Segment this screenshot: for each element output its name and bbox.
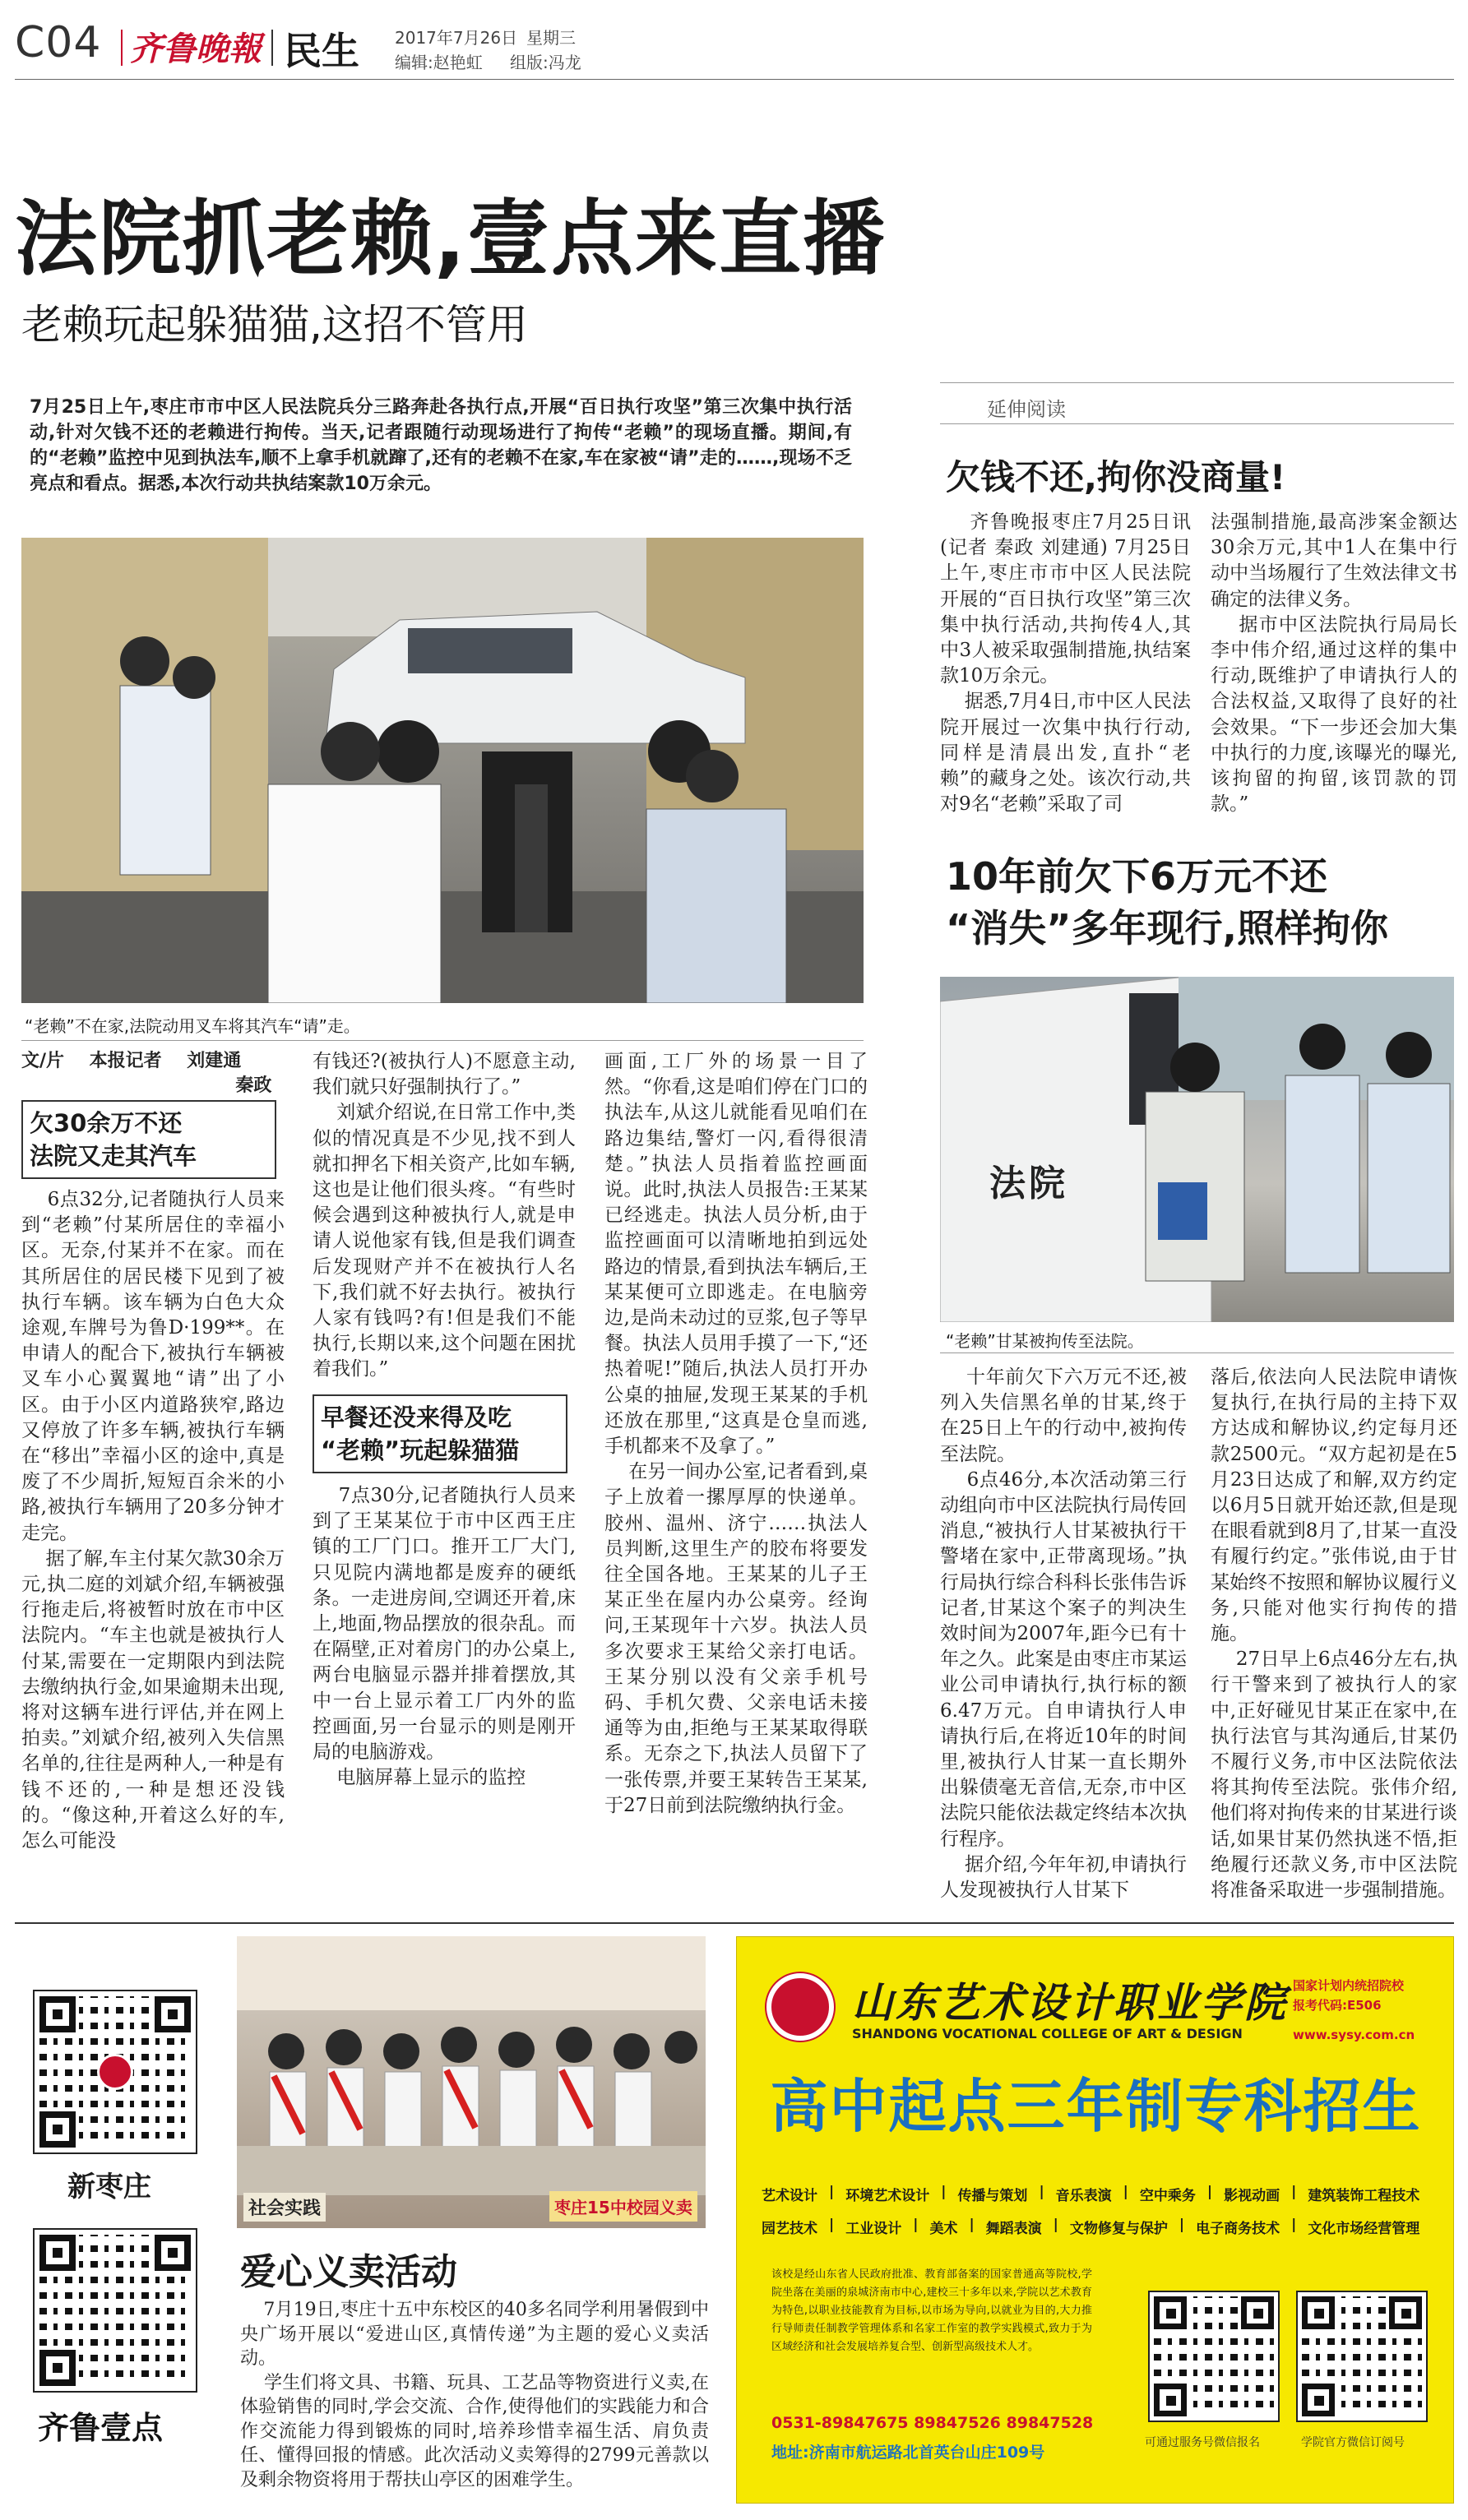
story2-col-a: 十年前欠下六万元不还,被列入失信黑名单的甘某,终于在25日上午的行动中,被拘传至法院。 6点46分,本次活动第三行动组向市中区法院执行局传回消息,“被执行人甘某被执行干警堵在家中,正带离现场。”执行局执行综合科科长张伟告诉记者,甘某这个案子的判决生效时间为2007年,距今已有十年之久。此案是由枣庄市某运业公司申请执行,执行标的额6.47万元。自申请执行人申请执行后,在将近10年的时间里,被执行人甘某一直长期外出躲债毫无音信,无奈,市中区法院只能依法裁定终结本次执行程序。 据介绍,今年年初,申请执行人发现被执行人甘某下 — [940, 1366, 1187, 1902]
section-title: 民生 — [284, 29, 359, 73]
major-item: 影视动画 — [1224, 2188, 1280, 2204]
editor-credit: 编辑:赵艳虹 — [395, 53, 483, 72]
major-item: 建筑装饰工程技术 — [1308, 2188, 1420, 2204]
story2-col-b: 落后,依法向人民法院申请恢复执行,在执行局的主持下双方达成和解协议,约定每月还款2500元。“双方起初是在5月23日达成了和解,双方约定以6月5日就开始还款,但是现在眼看就到8月了,甘某一直没有履行约定。”张伟说,由于甘某始终不按照和解协议履行义务,只能对他实行拘传的措施。 27日早上6点46分左右,执行干警来到了被执行人的家中,正好碰见甘某正在家中,在执行法官与其沟通后,甘某仍不履行义务,市中区法院依法将其拘传至法院。张伟介绍,他们将对拘传来的甘某进行谈话,如果甘某仍然执迷不悟,拒绝履行还款义务,市中区法院将准备采取进一步强制措施。 — [1211, 1366, 1457, 1902]
lead-col3: 画面,工厂外的场景一目了然。“你看,这是咱们停在门口的执法车,从这儿就能看见咱们在路边集结,警灯一闪,看得很清楚。”执法人员指着监控画面说。此时,执法人员报告:王某某已经逃走。执法人员分析,由于监控画面可以清晰地拍到远处路边的情景,看到执法车辆后,王某某便可立即逃走。在电脑旁边,是尚未动过的豆浆,包子等早餐。执法人员用手摸了一下,“还热着呢!”随后,执法人员打开办公桌的抽屉,发现王某某的手机还放在那里,“这真是仓皇而逃,手机都来不及拿了。” 在另一间办公室,记者看到,桌子上放着一摞厚厚的快递单。胶州、温州、济宁……执法人员判断,这里生产的胶布将要发往全国各地。王某某的儿子王某正坐在屋内办公桌旁。经询问,王某现年十六岁。执法人员多次要求王某给父亲打电话。王某分别以没有父亲手机号码、手机欠费、父亲电话未接通等为由,拒绝与王某某取得联系。无奈之下,执法人员留下了一张传票,并要王某转告王某某,于27日前到法院缴纳执行金。 — [604, 1051, 868, 1816]
qr-service-account[interactable] — [1148, 2291, 1280, 2422]
lead-headline: 法院抓老赖,壹点来直播 — [15, 191, 887, 287]
subhead-car-seized: 欠30余万不还 法院又走其汽车 — [21, 1100, 276, 1179]
college-address: 地址:济南市航运路北首英台山庄109号 — [771, 2444, 1045, 2462]
college-emblem-icon — [766, 1973, 834, 2041]
charity-title: 爱心义卖活动 — [240, 2251, 457, 2293]
qr-caption-official: 学院官方微信订阅号 — [1301, 2436, 1405, 2449]
social-practice-banner: 社会实践 — [243, 2193, 326, 2222]
major-item: 艺术设计 — [762, 2188, 817, 2204]
paper-logo: 齐鲁晚報 — [130, 30, 262, 68]
lead-byline: 文/片 本报记者 刘建通 秦政 — [21, 1051, 272, 1096]
sidebar1-col-b: 法强制措施,最高涉案金额达30余万元,其中1人在集中行动中当场履行了生效法律文书确定的法律义务。 据市中区法院执行局局长李中伟介绍,通过这样的集中行动,既维护了申请执行人的合法权益,又取得了良好的社会效果。“下一步还会加大集中执行的力度,该曝光的曝光,该拘留的拘留,该罚款的罚款。” — [1211, 511, 1458, 816]
major-item: 文化市场经营管理 — [1308, 2221, 1420, 2237]
issue-date: 2017年7月26日 — [395, 28, 518, 48]
lead-subheadline: 老赖玩起躲猫猫,这招不管用 — [21, 301, 528, 349]
major-item: 文物修复与保护 — [1069, 2221, 1168, 2237]
college-name-en: SHANDONG VOCATIONAL COLLEGE OF ART & DESIGN — [852, 2026, 1243, 2041]
qr-qilu-yidian[interactable] — [33, 2228, 197, 2393]
lead-col2-bottom: 7点30分,记者随执行人员来到了王某某位于市中区西王庄镇的工厂门口。推开工厂大门,只见院内满地都是废弃的硬纸条。一走进房间,空调还开着,床上,地面,物品摆放的很杂乱。而在隔壁,正对着房门的办公桌上,两台电脑显示器并排着摆放,其中一台上显示着工厂内外的监控画面,另一台显示的则是刚开局的电脑游戏。 电脑屏幕上显示的监控 — [313, 1485, 576, 1789]
majors-row-2: 园艺技术 | 工业设计 | 美术 | 舞蹈表演 | 文物修复与保护 | 电子商务技术 | 文化市场经营管理 — [762, 2217, 1420, 2237]
police-van-scene — [940, 977, 1454, 1322]
major-item: 舞蹈表演 — [985, 2221, 1042, 2237]
story2-caption-rule — [940, 1352, 1454, 1353]
major-item: 电子商务技术 — [1196, 2221, 1280, 2237]
qr-official-account[interactable] — [1296, 2291, 1428, 2422]
majors-row-1: 艺术设计 | 环境艺术设计 | 传播与策划 | 音乐表演 | 空中乘务 | 影视动画 | 建筑装饰工程技术 — [762, 2184, 1420, 2204]
qr-logo-icon — [97, 2054, 133, 2090]
charity-text: 7月19日,枣庄十五中东校区的40多名同学利用暑假到中央广场开展以“爱进山区,真情传递”为主题的爱心义卖活动。 学生们将文具、书籍、玩具、工艺品等物资进行义卖,在体验销售的同时,学会交流、合作,使得他们的实践能力和合作交流能力得到锻炼的同时,培养珍惜幸福生活、肩负责任、懂得回报的情感。此次活动义卖筹得的2799元善款以及剩余物资将用于帮扶山亭区的困难学生。 — [240, 2300, 709, 2490]
college-description: 该校是经山东省人民政府批准、教育部备案的国家普通高等院校,学院坐落在美丽的泉城济南市中心,建校三十多年以来,学院以艺术教育为特色,以职业技能教育为目标,以市场为导向,以就业为目的,大力推行导师责任制教学管理体系和名家工作室的教学实践模式,致力于为区域经济和社会发展培养复合型、创新型高级技术人才。 — [771, 2268, 1092, 2353]
major-item: 环境艺术设计 — [845, 2188, 930, 2204]
qr-label-qilu-yidian: 齐鲁壹点 — [38, 2410, 164, 2446]
sidebar-top-rule — [940, 382, 1454, 383]
layout-credit: 组版:冯龙 — [510, 53, 581, 72]
lead-col2-top: 有钱还?(被执行人)不愿意主动,我们就只好强制执行了。” 刘斌介绍说,在日常工作中,类似的情况真是不少见,找不到人就扣押名下相关资产,比如车辆,这也是让他们很头疼。“有些时候会遇到这种被执行人,就是申请人说他家有钱,但是我们调查后发现财产并不在被执行人名下,我们就不好去执行。被执行人家有钱吗?有!但是我们不能执行,长期以来,这个问题在困扰着我们。” — [313, 1051, 576, 1380]
major-item: 传播与策划 — [957, 2188, 1028, 2204]
major-item: 空中乘务 — [1139, 2188, 1196, 2204]
story2-title-line1: 10年前欠下6万元不还 — [946, 854, 1328, 899]
sidebar-tag-rule — [940, 423, 1454, 424]
ad-badge-code: 报考代码:E506 — [1293, 1998, 1382, 2013]
lead-intro: 7月25日上午,枣庄市市中区人民法院兵分三路奔赴各执行点,开展“百日执行攻坚”第三次集中执行活动,针对欠钱不还的老赖进行拘传。当天,记者跟随行动现场进行了拘传“老赖”的现场直播。期间,有的“老赖”监控中见到执法车,顺不上拿手机就蹿了,还有的老赖不在家,车在家被“请”走的……,现场不乏亮点和看点。据悉,本次行动共执结案款10万余元。 — [30, 397, 852, 494]
court-van-label: 法院 — [989, 1163, 1068, 1205]
ad-badge-national: 国家计划内统招院校 — [1293, 1978, 1405, 1993]
subhead-hide-seek: 早餐还没来得及吃 “老赖”玩起躲猫猫 — [313, 1394, 567, 1473]
sidebar1-col-a: 齐鲁晚报枣庄7月25日讯(记者 秦政 刘建通) 7月25日上午,枣庄市市中区人民法院开展的“百日执行攻坚”第三次集中执行活动,共拘传4人,其中3人被采取强制措施,执结案款10万余元。 据悉,7月4日,市中区人民法院开展过一次集中执行行动,同样是清晨出发,直扑“老赖”的藏身之处。该次行动,共对9名“老赖”采取了司 — [940, 511, 1192, 816]
related-reading-tag: 延伸阅读 — [987, 398, 1066, 421]
sidebar1-title: 欠钱不还,拘你没商量! — [946, 457, 1286, 497]
college-ad[interactable] — [736, 1936, 1454, 2504]
issue-weekday: 星期三 — [526, 28, 576, 48]
college-url[interactable]: www.sysy.com.cn — [1293, 2028, 1415, 2042]
forklift-photo — [21, 538, 864, 1003]
section-divider — [271, 30, 273, 66]
ad-headline: 高中起点三年制专科招生 — [770, 2073, 1422, 2140]
college-name-cn: 山东艺术设计职业学院 — [852, 1978, 1288, 2027]
major-item: 音乐表演 — [1055, 2188, 1112, 2204]
story2-caption: “老赖”甘某被拘传至法院。 — [946, 1331, 1144, 1351]
page-number: C04 — [15, 18, 102, 67]
qr-xinzaozhuang[interactable] — [33, 1990, 197, 2154]
major-item: 工业设计 — [845, 2221, 902, 2237]
charity-sale-photo — [237, 1936, 706, 2228]
qr-caption-service: 可通过服务号微信报名 — [1145, 2436, 1260, 2449]
caption-rule — [21, 1040, 864, 1041]
lead-col1: 6点32分,记者随执行人员来到“老赖”付某所居住的幸福小区。无奈,付某并不在家。而在其所居住的居民楼下见到了被执行车辆。该车辆为白色大众途观,车牌号为鲁D·199**。在申请人的配合下,被执行车辆被叉车小心翼翼地“请”出了小区。由于小区内道路狭窄,路边又停放了许多车辆,被执行车辆在“移出”幸福小区的途中,真是废了不少周折,短短百余米的小路,被执行车辆用了20多分钟才走完。 据了解,车主付某欠款30余万元,执二庭的刘斌介绍,车辆被强行拖走后,将被暂时放在市中区法院内。“车主也就是被执行人付某,需要在一定期限内到法院去缴纳执行金,如果逾期未出现,将对这辆车进行评估,并在网上拍卖。”刘斌介绍,被列入失信黑名单的,往往是两种人,一种是有钱不还的,一种是想还没钱的。“像这种,开着这么好的车,怎么可能没 — [21, 1189, 285, 1852]
major-item: 园艺技术 — [762, 2221, 817, 2237]
qr-label-xinzaozhuang: 新枣庄 — [67, 2171, 151, 2203]
charity-scene — [237, 1936, 706, 2228]
forklift-caption: “老赖”不在家,法院动用叉车将其汽车“请”走。 — [25, 1016, 360, 1036]
story2-title-line2: “消失”多年现行,照样拘你 — [946, 906, 1388, 950]
major-item: 美术 — [929, 2221, 958, 2237]
forklift-scene — [21, 538, 864, 1003]
college-phone[interactable]: 0531-89847675 89847526 89847528 — [771, 2414, 1094, 2432]
charity-banner: 枣庄15中校园义卖 — [549, 2191, 697, 2222]
header-rule — [15, 79, 1454, 80]
masthead-divider — [121, 30, 123, 66]
police-van-photo — [940, 977, 1454, 1322]
bottom-rule — [15, 1922, 1454, 1924]
